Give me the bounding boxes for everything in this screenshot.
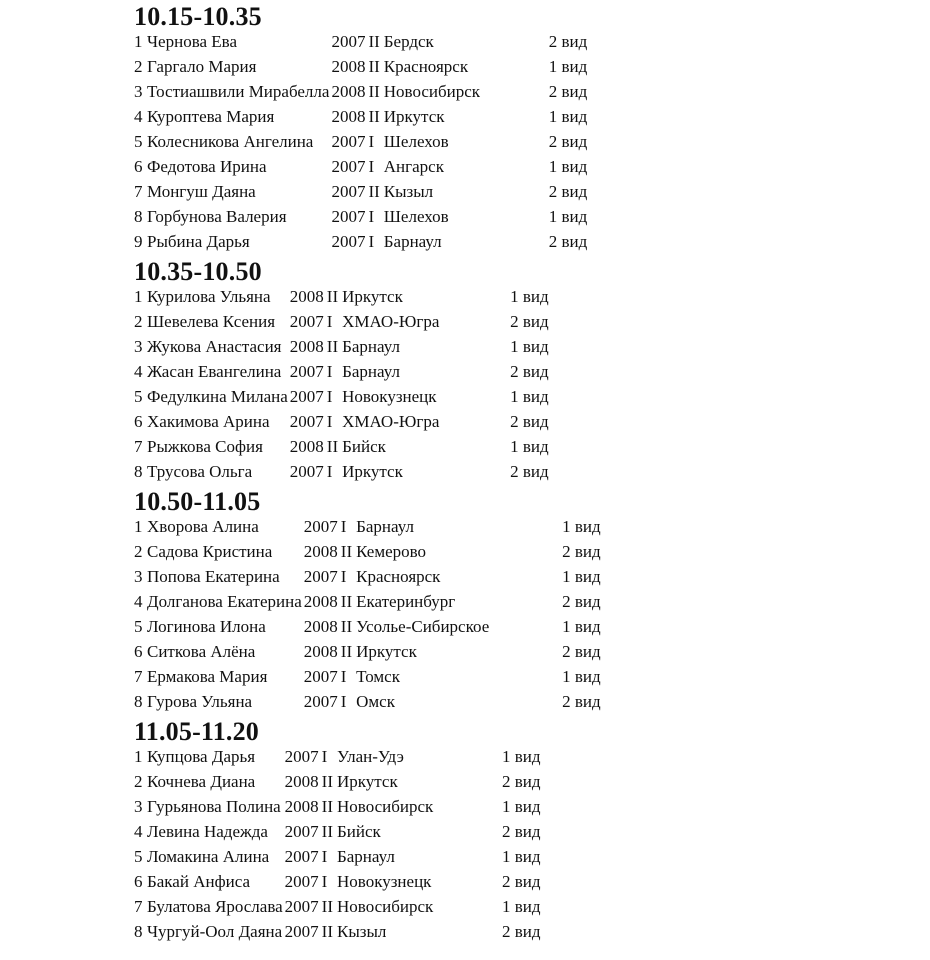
participant-number: 6 [134,642,143,661]
participant-number: 1 [134,32,143,51]
birth-year: 2008 [289,287,324,306]
program-type: 2 вид [562,642,601,661]
participant-city: Шелехов [383,132,449,151]
program-type: 1 вид [510,387,549,406]
sport-rank: II [340,542,353,561]
participant-city: Иркутск [337,772,398,791]
birth-year: 2008 [289,437,324,456]
time-slot-group [134,2,601,254]
birth-year: 2007 [289,412,324,431]
birth-year: 2008 [331,82,366,101]
birth-year: 2007 [303,517,338,536]
participant-number: 3 [134,797,143,816]
participant-name: Куроптева Мария [147,107,275,126]
participant-number: 8 [134,922,143,941]
participant-name: Ермакова Мария [147,667,268,686]
sport-rank: II [340,592,353,611]
participant-name: Чернова Ева [147,32,238,51]
participant-number: 7 [134,897,143,916]
participant-row [134,334,549,359]
program-type: 1 вид [548,107,588,126]
sport-rank: I [326,387,333,406]
participant-name: Рыбина Дарья [147,232,250,251]
participants-table [134,284,549,484]
participant-name: Тостиашвили Мирабелла [147,82,330,101]
participant-city: Барнаул [342,337,400,356]
participant-name: Колесникова Ангелина [147,132,314,151]
participant-number: 1 [134,287,143,306]
participant-city: Омск [356,692,395,711]
participant-name: Ломакина Алина [147,847,270,866]
participant-city: Новосибирск [383,82,481,101]
participant-row [134,359,549,384]
sport-rank: I [326,412,333,431]
program-type: 1 вид [562,517,601,536]
sport-rank: II [326,437,339,456]
participant-number: 9 [134,232,143,251]
schedule-document [134,0,601,944]
sport-rank: I [368,207,375,226]
participant-city: Новокузнецк [342,387,437,406]
program-type: 2 вид [548,32,588,51]
birth-year: 2007 [303,692,338,711]
program-type: 1 вид [510,337,549,356]
program-type: 2 вид [502,822,541,841]
participant-row [134,564,601,589]
birth-year: 2007 [289,462,324,481]
participant-name: Долганова Екатерина [147,592,302,611]
participant-row [134,79,587,104]
sport-rank: II [368,82,380,101]
participant-number: 7 [134,182,143,201]
birth-year: 2007 [331,232,366,251]
sport-rank: I [321,847,328,866]
participant-name: Курилова Ульяна [147,287,271,306]
participants-table [134,29,587,254]
sport-rank: II [326,337,339,356]
participant-city: Екатеринбург [356,592,456,611]
participant-name: Хакимова Арина [147,412,270,431]
time-slot-group [134,487,601,714]
participant-name: Шевелева Ксения [147,312,276,331]
sport-rank: II [368,32,380,51]
birth-year: 2008 [284,772,319,791]
program-type: 2 вид [548,232,588,251]
participant-number: 2 [134,57,143,76]
birth-year: 2008 [303,617,338,636]
participant-name: Купцова Дарья [147,747,256,766]
sport-rank: II [321,772,333,791]
sport-rank: II [321,922,333,941]
program-type: 2 вид [562,692,601,711]
participant-name: Логинова Илона [147,617,266,636]
participant-name: Ситкова Алёна [147,642,256,661]
participant-number: 5 [134,617,143,636]
participant-number: 8 [134,462,143,481]
birth-year: 2007 [284,847,319,866]
participant-name: Гурова Ульяна [147,692,253,711]
sport-rank: II [340,617,353,636]
program-type: 2 вид [502,872,541,891]
participant-city: Барнаул [342,362,400,381]
birth-year: 2008 [284,797,319,816]
participant-city: Ангарск [383,157,444,176]
participant-city: ХМАО-Югра [342,412,440,431]
participant-city: Кызыл [337,922,387,941]
sport-rank: I [340,517,347,536]
participant-row [134,539,601,564]
sport-rank: I [321,872,328,891]
participant-city: Барнаул [356,517,414,536]
participant-city: Томск [356,667,400,686]
sport-rank: I [326,462,333,481]
sport-rank: I [340,692,347,711]
birth-year: 2007 [303,667,338,686]
birth-year: 2008 [303,542,338,561]
program-type: 1 вид [502,847,541,866]
participant-number: 3 [134,337,143,356]
participant-row [134,384,549,409]
sport-rank: I [368,132,375,151]
participant-name: Попова Екатерина [147,567,280,586]
participant-number: 4 [134,362,143,381]
participant-city: Барнаул [337,847,395,866]
participant-row [134,614,601,639]
participant-row [134,179,587,204]
participant-row [134,744,541,769]
participant-number: 1 [134,517,143,536]
birth-year: 2007 [289,387,324,406]
participant-city: Кызыл [383,182,434,201]
participant-name: Трусова Ольга [147,462,253,481]
participant-name: Федотова Ирина [147,157,267,176]
program-type: 2 вид [510,312,549,331]
participant-row [134,204,587,229]
participant-row [134,869,541,894]
sport-rank: II [340,642,353,661]
participant-city: Бердск [383,32,434,51]
birth-year: 2008 [289,337,324,356]
participant-name: Рыжкова София [147,437,263,456]
time-slot-heading: 10.50-11.05 [134,487,261,516]
program-type: 1 вид [502,797,541,816]
participant-number: 5 [134,847,143,866]
participant-city: Новосибирск [337,797,434,816]
participant-city: ХМАО-Югра [342,312,440,331]
participant-name: Садова Кристина [147,542,273,561]
birth-year: 2007 [289,312,324,331]
program-type: 1 вид [562,567,601,586]
program-type: 2 вид [502,922,541,941]
participant-city: Иркутск [342,287,403,306]
participant-row [134,589,601,614]
participant-number: 6 [134,157,143,176]
participant-number: 8 [134,692,143,711]
sport-rank: I [326,312,333,331]
program-type: 2 вид [510,362,549,381]
birth-year: 2007 [284,922,319,941]
birth-year: 2007 [284,897,319,916]
birth-year: 2007 [284,747,319,766]
program-type: 1 вид [562,667,601,686]
program-type: 1 вид [502,747,541,766]
participant-city: Красноярск [383,57,469,76]
sport-rank: II [326,287,339,306]
program-type: 2 вид [548,82,588,101]
participant-row [134,459,549,484]
birth-year: 2007 [331,132,366,151]
participant-number: 5 [134,132,143,151]
participant-name: Левина Надежда [147,822,268,841]
participant-row [134,104,587,129]
participant-name: Монгуш Даяна [147,182,256,201]
participant-name: Жасан Евангелина [147,362,282,381]
participant-name: Жукова Анастасия [147,337,282,356]
participant-number: 6 [134,412,143,431]
participant-number: 5 [134,387,143,406]
participant-name: Хворова Алина [147,517,259,536]
birth-year: 2007 [284,872,319,891]
participant-row [134,844,541,869]
program-type: 2 вид [510,462,549,481]
time-slot-heading: 11.05-11.20 [134,717,259,746]
participant-city: Новосибирск [337,897,434,916]
program-type: 2 вид [548,132,588,151]
program-type: 1 вид [548,207,588,226]
participant-city: Бийск [337,822,381,841]
participant-row [134,309,549,334]
sport-rank: I [368,157,375,176]
sport-rank: II [368,57,380,76]
program-type: 1 вид [548,157,588,176]
participant-row [134,29,587,54]
sport-rank: II [321,822,333,841]
participant-name: Федулкина Милана [147,387,288,406]
birth-year: 2008 [331,57,366,76]
participant-number: 7 [134,667,143,686]
participants-table [134,744,541,944]
program-type: 1 вид [548,57,588,76]
participant-number: 4 [134,592,143,611]
sport-rank: I [340,567,347,586]
participant-city: Барнаул [383,232,442,251]
birth-year: 2007 [331,207,366,226]
participant-number: 8 [134,207,143,226]
program-type: 2 вид [510,412,549,431]
participants-table [134,514,601,714]
sport-rank: I [321,747,328,766]
sport-rank: II [368,107,380,126]
time-slot-group [134,257,601,484]
time-slot-heading: 10.15-10.35 [134,2,262,31]
birth-year: 2007 [284,822,319,841]
participant-city: Иркутск [356,642,417,661]
participant-city: Иркутск [383,107,445,126]
participant-name: Кочнева Диана [147,772,256,791]
participant-row [134,54,587,79]
birth-year: 2007 [289,362,324,381]
participant-city: Иркутск [342,462,403,481]
participant-number: 2 [134,542,143,561]
participant-row [134,154,587,179]
time-slot-heading: 10.35-10.50 [134,257,262,286]
program-type: 1 вид [510,437,549,456]
participant-row [134,639,601,664]
birth-year: 2008 [331,107,366,126]
participant-row [134,514,601,539]
birth-year: 2007 [331,182,366,201]
participant-city: Улан-Удэ [337,747,404,766]
birth-year: 2007 [303,567,338,586]
birth-year: 2007 [331,32,366,51]
program-type: 2 вид [562,542,601,561]
sport-rank: II [321,897,333,916]
participant-name: Бакай Анфиса [147,872,250,891]
program-type: 1 вид [502,897,541,916]
participant-row [134,434,549,459]
birth-year: 2008 [303,642,338,661]
participant-number: 3 [134,567,143,586]
participant-name: Гурьянова Полина [147,797,281,816]
participant-row [134,229,587,254]
participant-name: Горбунова Валерия [147,207,287,226]
participant-row [134,819,541,844]
participant-row [134,919,541,944]
program-type: 2 вид [548,182,588,201]
participant-name: Чургуй-Оол Даяна [147,922,283,941]
participant-number: 2 [134,772,143,791]
participant-row [134,664,601,689]
program-type: 1 вид [510,287,549,306]
participant-name: Булатова Ярослава [147,897,283,916]
participant-city: Усолье-Сибирское [356,617,490,636]
participant-number: 1 [134,747,143,766]
program-type: 2 вид [502,772,541,791]
sport-rank: II [368,182,380,201]
participant-number: 7 [134,437,143,456]
participant-number: 2 [134,312,143,331]
participant-number: 3 [134,82,143,101]
participant-city: Шелехов [383,207,449,226]
program-type: 1 вид [562,617,601,636]
participant-number: 6 [134,872,143,891]
sport-rank: I [340,667,347,686]
participant-city: Новокузнецк [337,872,432,891]
sport-rank: II [321,797,333,816]
participant-row [134,894,541,919]
sport-rank: I [326,362,333,381]
participant-city: Красноярск [356,567,441,586]
participant-name: Гаргало Мария [147,57,257,76]
participant-row [134,409,549,434]
participant-city: Кемерово [356,542,427,561]
participant-city: Бийск [342,437,386,456]
participant-number: 4 [134,107,143,126]
birth-year: 2008 [303,592,338,611]
participant-row [134,129,587,154]
participant-number: 4 [134,822,143,841]
participant-row [134,284,549,309]
time-slot-group [134,717,601,944]
participant-row [134,794,541,819]
birth-year: 2007 [331,157,366,176]
participant-row [134,769,541,794]
sport-rank: I [368,232,375,251]
participant-row [134,689,601,714]
program-type: 2 вид [562,592,601,611]
